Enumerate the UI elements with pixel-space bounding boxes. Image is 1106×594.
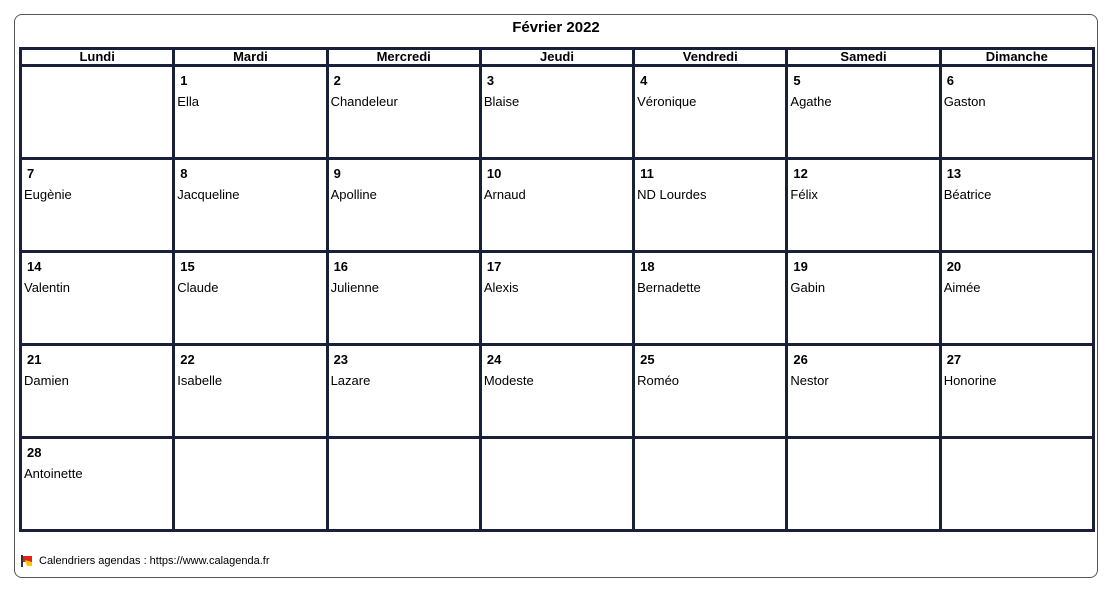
day-cell[interactable] xyxy=(480,438,633,531)
saint-name: Eugènie xyxy=(24,187,72,202)
day-number: 8 xyxy=(180,166,188,181)
day-cell[interactable] xyxy=(174,438,327,531)
day-number: 26 xyxy=(793,352,808,367)
day-cell[interactable] xyxy=(21,438,174,531)
day-cell[interactable] xyxy=(940,159,1093,252)
saint-name: Béatrice xyxy=(943,187,992,202)
day-cell[interactable] xyxy=(634,438,787,531)
saint-name: Aimée xyxy=(943,280,981,295)
day-cell[interactable] xyxy=(480,159,633,252)
day-cell[interactable] xyxy=(21,159,174,252)
saint-name: Gaston xyxy=(943,94,986,109)
day-cell[interactable] xyxy=(787,345,940,438)
day-cell[interactable] xyxy=(174,345,327,438)
day-number: 23 xyxy=(333,352,349,367)
saint-name: Apolline xyxy=(330,187,377,202)
day-cell[interactable] xyxy=(21,252,174,345)
saint-name: Chandeleur xyxy=(330,94,398,109)
day-number: 24 xyxy=(486,352,502,367)
day-cell[interactable] xyxy=(787,159,940,252)
weekday-header-tuesday: Mardi xyxy=(174,49,327,66)
saint-name: Gabin xyxy=(790,280,826,295)
weekday-header-row xyxy=(21,49,1094,66)
day-number: 6 xyxy=(946,73,954,88)
footer xyxy=(21,555,270,567)
day-cell[interactable] xyxy=(327,345,480,438)
day-number: 11 xyxy=(640,166,654,181)
day-number: 2 xyxy=(333,73,341,88)
day-number: 28 xyxy=(27,445,42,460)
day-cell[interactable] xyxy=(21,345,174,438)
day-cell[interactable] xyxy=(787,252,940,345)
day-cell[interactable] xyxy=(634,252,787,345)
calendar-grid xyxy=(19,47,1095,532)
day-number: 16 xyxy=(333,259,349,274)
day-number: 20 xyxy=(946,259,962,274)
day-number: 18 xyxy=(640,259,655,274)
day-cell[interactable] xyxy=(940,252,1093,345)
day-cell[interactable] xyxy=(940,438,1093,531)
day-cell[interactable] xyxy=(480,66,633,159)
saint-name: Félix xyxy=(790,187,818,202)
day-cell[interactable] xyxy=(174,159,327,252)
weekday-header-wednesday: Mercredi xyxy=(327,49,480,66)
weekday-header-monday: Lundi xyxy=(21,49,174,66)
day-number: 27 xyxy=(946,352,962,367)
week-row xyxy=(21,252,1094,345)
day-cell[interactable] xyxy=(480,345,633,438)
day-cell[interactable] xyxy=(327,438,480,531)
week-row xyxy=(21,66,1094,159)
saint-name: Jacqueline xyxy=(177,187,240,202)
weekday-header-thursday: Jeudi xyxy=(480,49,633,66)
day-cell[interactable] xyxy=(634,66,787,159)
saint-name: Claude xyxy=(177,280,219,295)
saint-name: Modeste xyxy=(483,373,534,388)
saint-name: Honorine xyxy=(943,373,997,388)
weekday-header-saturday: Samedi xyxy=(787,49,940,66)
day-number: 10 xyxy=(486,166,502,181)
day-number: 4 xyxy=(640,73,648,88)
calagenda-logo-icon xyxy=(21,555,33,567)
saint-name: Nestor xyxy=(790,373,829,388)
footer-link[interactable]: Calendriers agendas : https://www.calagenda.fr xyxy=(39,555,270,567)
saint-name: Valentin xyxy=(24,280,71,295)
saint-name: Antoinette xyxy=(24,466,83,481)
saint-name: ND Lourdes xyxy=(637,187,707,202)
saint-name: Véronique xyxy=(637,94,697,109)
saint-name: Roméo xyxy=(637,373,680,388)
day-number: 14 xyxy=(27,259,42,274)
calendar-title: Février 2022 xyxy=(512,19,600,36)
week-row xyxy=(21,345,1094,438)
day-number: 25 xyxy=(640,352,655,367)
saint-name: Julienne xyxy=(330,280,379,295)
saint-name: Isabelle xyxy=(177,373,223,388)
day-cell[interactable] xyxy=(634,345,787,438)
saint-name: Ella xyxy=(177,94,199,109)
weekday-header-sunday: Dimanche xyxy=(940,49,1093,66)
day-number: 5 xyxy=(793,73,801,88)
saint-name: Lazare xyxy=(330,373,371,388)
day-cell[interactable] xyxy=(787,66,940,159)
day-cell[interactable] xyxy=(940,66,1093,159)
day-number: 15 xyxy=(180,259,195,274)
day-number: 19 xyxy=(793,259,808,274)
saint-name: Alexis xyxy=(483,280,519,295)
saint-name: Blaise xyxy=(483,94,520,109)
weekday-header-friday: Vendredi xyxy=(634,49,787,66)
day-cell[interactable] xyxy=(480,252,633,345)
day-cell[interactable] xyxy=(327,66,480,159)
week-row xyxy=(21,159,1094,252)
saint-name: Bernadette xyxy=(637,280,701,295)
day-cell[interactable] xyxy=(787,438,940,531)
day-cell[interactable] xyxy=(327,159,480,252)
day-number: 21 xyxy=(27,352,42,367)
day-number: 17 xyxy=(486,259,502,274)
day-cell[interactable] xyxy=(174,252,327,345)
saint-name: Agathe xyxy=(790,94,832,109)
day-cell[interactable] xyxy=(634,159,787,252)
day-cell[interactable] xyxy=(21,66,174,159)
day-cell[interactable] xyxy=(940,345,1093,438)
saint-name: Damien xyxy=(24,373,69,388)
day-number: 22 xyxy=(180,352,195,367)
day-number: 3 xyxy=(486,73,495,88)
day-number: 7 xyxy=(27,166,35,181)
day-number: 9 xyxy=(333,166,341,181)
saint-name: Arnaud xyxy=(483,187,526,202)
week-row xyxy=(21,438,1094,531)
day-number: 13 xyxy=(946,166,962,181)
day-number: 12 xyxy=(793,166,808,181)
calendar-frame xyxy=(14,14,1098,578)
day-cell[interactable] xyxy=(327,252,480,345)
day-cell[interactable] xyxy=(174,66,327,159)
day-number: 1 xyxy=(180,73,188,88)
